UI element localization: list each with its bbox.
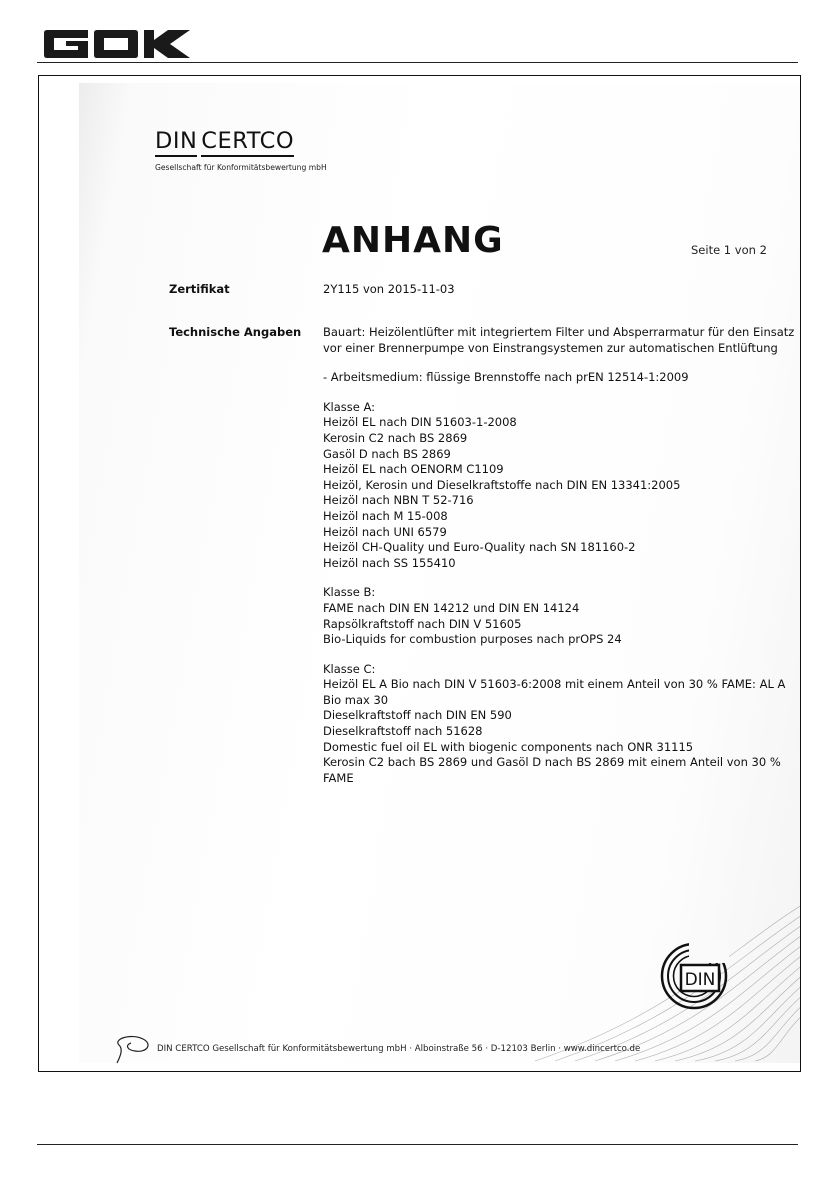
header-rule bbox=[37, 62, 798, 63]
class-b-item: FAME nach DIN EN 14212 und DIN EN 14124 bbox=[323, 600, 580, 615]
class-a-item: Heizöl CH-Quality und Euro-Quality nach SN 181160-2 bbox=[323, 540, 636, 555]
class-b-item: Bio-Liquids for combustion purposes nach prOPS 24 bbox=[323, 632, 622, 647]
class-c-item: Domestic fuel oil EL with biogenic components nach ONR 31115 bbox=[323, 739, 694, 754]
technical-label: Technische Angaben bbox=[169, 325, 302, 339]
class-b-heading: Klasse B: bbox=[323, 585, 376, 600]
document-frame bbox=[38, 75, 801, 1072]
footer-address: DIN CERTCO Gesellschaft für Konformitätsbewertung mbH · Alboinstraße 56 · D-12103 Berlin · www.dincertco.de bbox=[157, 1044, 641, 1054]
dincertco-logo bbox=[155, 128, 327, 172]
din-mark-text: DIN bbox=[684, 970, 716, 990]
class-a-item: Heizöl EL nach DIN 51603-1-2008 bbox=[323, 415, 517, 430]
page-indicator: Seite 1 von 2 bbox=[691, 243, 767, 257]
bauart-line: Bauart: Heizölentlüfter mit integriertem Filter und Absperrarmatur für den Einsatz bbox=[323, 325, 795, 339]
din-mark-seal bbox=[659, 941, 729, 1011]
class-a-heading: Klasse A: bbox=[323, 399, 376, 414]
brand-din: DIN bbox=[155, 128, 197, 157]
class-a-item: Gasöl D nach BS 2869 bbox=[323, 446, 451, 461]
document-title: ANHANG bbox=[322, 220, 504, 261]
class-a-item: Heizöl nach SS 155410 bbox=[323, 555, 456, 570]
class-a-item: Heizöl nach UNI 6579 bbox=[323, 524, 447, 539]
bauart-line: vor einer Brennerpumpe von Einstrangsystemen zur automatischen Entlüftung bbox=[323, 340, 778, 355]
class-a-item: Heizöl nach NBN T 52-716 bbox=[323, 493, 474, 508]
class-a-item: Heizöl nach M 15-008 bbox=[323, 508, 448, 523]
medium-line: - Arbeitsmedium: flüssige Brennstoffe nach prEN 12514-1:2009 bbox=[323, 370, 689, 385]
gok-logo bbox=[44, 30, 194, 58]
class-c-item: FAME bbox=[323, 770, 354, 785]
decorative-waves bbox=[475, 893, 801, 1063]
class-a-item: Kerosin C2 nach BS 2869 bbox=[323, 430, 468, 445]
class-a-item: Heizöl EL nach OENORM C1109 bbox=[323, 462, 504, 477]
class-c-heading: Klasse C: bbox=[323, 661, 376, 676]
class-b-item: Rapsölkraftstoff nach DIN V 51605 bbox=[323, 616, 522, 631]
class-c-item: Dieselkraftstoff nach 51628 bbox=[323, 724, 483, 739]
class-a-item: Heizöl, Kerosin und Dieselkraftstoffe nach DIN EN 13341:2005 bbox=[323, 477, 681, 492]
class-c-item: Bio max 30 bbox=[323, 692, 389, 707]
certificate-label: Zertifikat bbox=[169, 282, 230, 296]
scanned-certificate-page bbox=[79, 83, 801, 1063]
brand-subtitle: Gesellschaft für Konformitätsbewertung mbH bbox=[155, 163, 327, 172]
class-c-item: Kerosin C2 bach BS 2869 und Gasöl D nach BS 2869 mit einem Anteil von 30 % bbox=[323, 755, 781, 770]
brand-certco: CERTCO bbox=[201, 128, 294, 157]
certificate-value: 2Y115 von 2015-11-03 bbox=[323, 282, 455, 296]
class-c-item: Dieselkraftstoff nach DIN EN 590 bbox=[323, 708, 512, 723]
dincertco-signature-icon bbox=[107, 1035, 155, 1065]
bottom-rule bbox=[37, 1144, 798, 1145]
class-c-item: Heizöl EL A Bio nach DIN V 51603-6:2008 mit einem Anteil von 30 % FAME: AL A bbox=[323, 677, 786, 692]
technical-details bbox=[323, 325, 793, 786]
